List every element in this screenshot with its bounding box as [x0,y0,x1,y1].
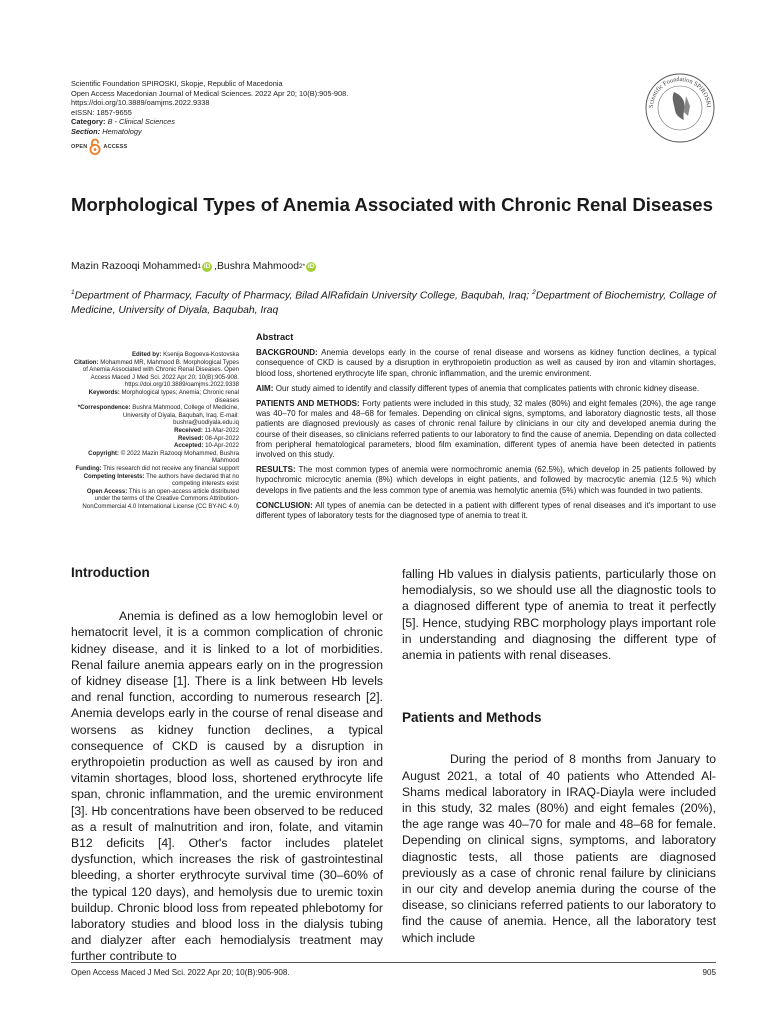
metadata-value: Ksenija Bogoeva-Kostovska [163,351,239,358]
publisher-line: Scientific Foundation SPIROSKI, Skopje, Republic of Macedonia [71,79,283,88]
metadata-entry [71,473,239,488]
right-column [402,566,716,946]
metadata-value: 10-Apr-2022 [205,442,239,450]
article-metadata-sidebar [71,351,239,510]
eissn-line: eISSN: 1857-9655 [71,107,132,117]
metadata-value: Mohammed MR, Mahmood B. Morphological Types of Anemia Associated with Chronic Renal Diseases. Open Access Maced J Med Sci. 2022 Apr 20; 10(B):905-908. https://doi.org/10.3889/oamjms.2022.9338 [82,358,239,389]
abstract-results: RESULTS: The most common types of anemia were normochromic anemia (62.5%), which develop in 25 patients followed by hypochromic microcytic anemia (8%) which develops in eight patients, and followed by macrocytic anemia (12.5 %) which develops in five patients and the less common type of anemia was hemolytic anemia (5%) which was founded in two patients. [256,465,717,495]
abstract-background: BACKGROUND: Anemia develops early in the course of renal disease and worsens as kidney function declines, a typical consequence of CKD is caused by a disruption in erythropoietin production as well as caused by iron and vitamin shortages, blood loss, shortened erythrocyte life span, chronic inflammation, and the uremic environment. [256,348,717,378]
metadata-entry [71,442,239,450]
page-footer [71,962,716,977]
metadata-label: Competing Interests: [83,472,145,480]
abstract-methods: PATIENTS AND METHODS: Forty patients were included in this study, 32 males (80%) and eight females (20%), the age range was 40–70 for males and 48–68 for females. Depending on clinical signs, symptoms, and laboratory diagnostic tests, all those patients are diagnosed previously as cases of chronic renal failure by clinicians in our city and developed anemia during the course of their diseases, so clinicians referred patients to our laboratory to find the cause of anemia. Depending on data collected from peripheral hematological parameters, blood film examination, different types of anemia have been detected in patients involved on this study. [256,399,716,460]
left-column [71,565,383,965]
metadata-label: Edited by: [131,351,162,358]
doi-link[interactable]: https://doi.org/10.3889/oamjms.2022.9338 [71,98,210,108]
seal-text: Scientific Foundation SPIROSKI [647,75,713,109]
metadata-label: Received: [174,426,203,434]
orcid-icon[interactable]: iD [307,262,315,270]
abstract-heading: Abstract [256,332,294,342]
abstract-aim: AIM: Our study aimed to identify and classify different types of anemia that complicates patients with chronic kidney disease. [256,383,700,393]
metadata-label: Accepted: [173,442,204,450]
metadata-value: 11-Mar-2022 [204,426,239,434]
metadata-label: Keywords: [88,388,120,396]
open-access-badge: OPEN ACCESS [71,138,128,155]
metadata-entry [71,435,239,443]
metadata-label: Copyright: [88,449,119,457]
introduction-paragraph: Anemia is defined as a low hemoglobin level or hematocrit level, it is a common complication of chronic kidney disease, and it is linked to a lot of morbidities. Renal failure anemia appears early on in the progression of kidney disease [1]. There is a link between Hb levels and renal function, according to numerous research [2]. Anemia develops early in the course of renal disease and worsens as kidney function declines, a typical consequence of CKD is caused by a disruption in erythropoietin production as well as caused by iron and vitamin shortages, blood loss, shortened erythrocyte life span, chronic inflammation, and the uremic environment [3]. Hb concentrations have been observed to be reduced as a result of malnutrition and iron, folate, and vitamin B12 deficits [4]. Other's factor includes platelet dysfunction, which increases the risk of gastrointestinal bleeding, a shorter erythrocyte survival time (30–60% of the typical 120 days), and hemolysis due to uremic toxin buildup. Chronic blood loss from repeated phlebotomy for laboratory studies and blood loss in the dialysis tubing and dialyzer after each hemodialysis treatment may further contribute to [71,609,383,964]
metadata-value: 08-Apr-2022 [205,434,239,442]
metadata-entry [71,359,239,389]
introduction-heading: Introduction [71,565,150,580]
metadata-value: The authors have declared that no competing interests exist [146,472,239,488]
metadata-value: This is an open-access article distributed under the terms of the Creative Commons Attribution-NonCommercial 4.0 International License (CC BY-NC 4.0) [82,487,239,510]
abstract [256,332,716,526]
metadata-entry [71,404,239,427]
foundation-seal-logo [644,72,716,144]
metadata-value: © 2022 Mazin Razooqi Mohammed, Bushra Mahmood [120,449,239,465]
methods-paragraph: During the period of 8 months from January to August 2021, a total of 40 patients who Attended Al-Shams medical laboratory in IRAQ-Diayla were included in this study, 32 males (80%) and eight females (20%), the age range was 40–70 for male and 48–68 for female. Depending on clinical signs, symptoms, and laboratory diagnostic tests, all those patients are diagnosed previously as a case of chronic renal failure by clinicians in our city and develop anemia during the course of the disease, so clinicians referred patients to our laboratory to find the cause of anemia. Hence, all the laboratory test which include [402,752,716,945]
metadata-label: Funding: [75,464,102,472]
metadata-entry [71,450,239,465]
metadata-entry [71,389,239,404]
metadata-value: Bushra Mahmood, College of Medicine, University of Diyala, Baqubah, Iraq. E-mail: bushra@uodiyala.edu.iq [122,404,239,427]
abstract-conclusion: CONCLUSION: All types of anemia can be detected in a patient with different types of renal diseases and it's important to use different types of laboratory tests for the diagnosed type of anemia to treat it. [256,500,717,521]
methods-heading: Patients and Methods [402,710,542,726]
journal-header [71,79,491,137]
page-number: 905 [702,968,716,977]
orcid-icon[interactable]: iD [203,262,211,270]
metadata-label: *Correspondence: [77,404,131,412]
metadata-label: Open Access: [86,487,128,495]
affiliations: $^1$Department of Pharmacy, Faculty of Pharmacy, Bilad AlRafidain University College, Baqubah, Iraq; $^2$Department of Biochemistry, Collage of Medicine, University of Diyala, Baqubah, Iraq [71,289,716,316]
author-name[interactable]: Mazin Razooqi Mohammed [71,261,198,272]
metadata-value: This research did not receive any financial support [103,464,239,472]
metadata-entry [71,351,239,359]
category-line: Category: B - Clinical Sciences [71,117,175,127]
author-list: Mazin Razooqi Mohammed 1 iD , Bushra Mahmood 2* iD [71,261,315,272]
metadata-entry [71,427,239,435]
metadata-entry [71,488,239,511]
metadata-value: Morphological types; Anemia; Chronic renal diseases [121,388,239,404]
section-line: Section: Hematology [71,126,142,136]
metadata-label: Revised: [178,434,204,442]
metadata-label: Citation: [73,358,99,366]
article-title: Morphological Types of Anemia Associated with Chronic Renal Diseases [71,194,713,215]
open-access-lock-icon [88,138,102,155]
metadata-entry [71,465,239,473]
introduction-continuation: falling Hb values in dialysis patients, particularly those on hemodialysis, so we should use all the diagnostic tools to a diagnosed different type of anemia to treat it perfectly [5]. Hence, studying RBC morphology plays important role in understanding and diagnosing the different type of anemia in patients with renal diseases. [402,567,716,663]
journal-line: Open Access Macedonian Journal of Medical Sciences. 2022 Apr 20; 10(B):905-908. [71,88,349,98]
author-name[interactable]: Bushra Mahmood [217,261,300,272]
footer-citation: Open Access Maced J Med Sci. 2022 Apr 20; 10(B):905-908. [71,968,290,977]
